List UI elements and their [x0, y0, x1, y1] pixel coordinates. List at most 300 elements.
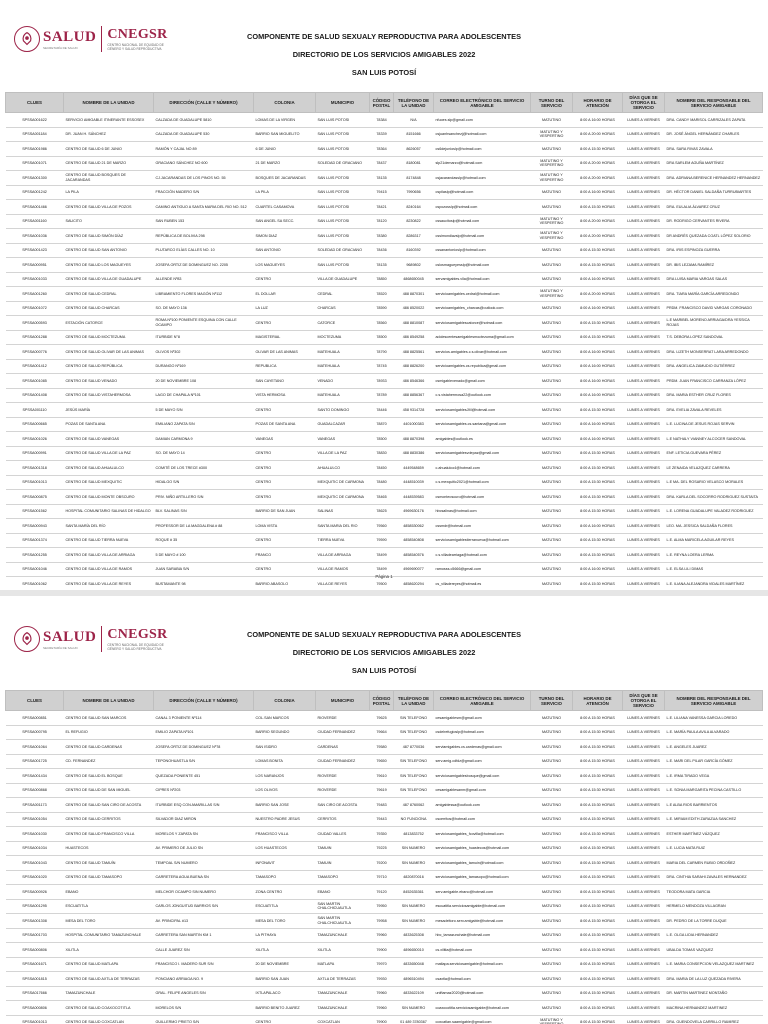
cell-postal-code: 79580: [370, 740, 394, 755]
cell-hours: 8:00 A 16:00 HORAS: [573, 417, 623, 432]
cell-responsible: DRA. CANDY MARISOL CARRIZALES ZAPATA: [665, 113, 763, 128]
cell-shift: MATUTINO: [531, 475, 573, 490]
cell-clues: SPSSA001288: [6, 330, 64, 345]
cell-colonia: BARRIO SAN MIGUELITO: [254, 127, 316, 142]
cell-hours: 8:00 A 20:00 HORAS: [573, 214, 623, 229]
cell-responsible: L.E MA. DEL ROSARIO VELASCO MORALES: [665, 475, 763, 490]
cell-postal-code: 78421: [370, 200, 394, 215]
cell-email: ramosss.c5666@gmail.com: [434, 562, 531, 577]
column-header-colonia: COLONIA: [254, 691, 316, 711]
cell-shift: MATUTINO: [531, 200, 573, 215]
cell-municipality: CERRITOS: [316, 812, 370, 827]
document-title: COMPONENTE DE SALUD SEXUALY REPRODUCTIVA PARA ADOLESCENTES: [246, 32, 522, 41]
table-row: [6, 812, 763, 827]
cell-hours: 8:00 A 15:30 HORAS: [573, 548, 623, 563]
cell-municipality: SAN MARTIN CHALCHICUAUTLA: [316, 914, 370, 929]
cell-postal-code: 79930: [370, 972, 394, 987]
cell-shift: MATUTINO: [531, 986, 573, 1001]
cell-municipality: SOLEDAD DE GRACIANO: [316, 243, 370, 258]
cell-colonia: CENTRO: [254, 1015, 316, 1024]
cell-clues: SPSSA001160: [6, 214, 64, 229]
cell-unit-name: SERVICIO AMIGABLE ITINERANTE ESSOSEX: [64, 113, 154, 128]
cell-phone: SIN NUMERO: [394, 899, 434, 914]
table-row: [6, 943, 763, 958]
cell-hours: 8:00 A 15:30 HORAS: [573, 783, 623, 798]
cell-shift: MATUTINO: [531, 374, 573, 389]
cell-postal-code: 79225: [370, 841, 394, 856]
cell-unit-name: HOSPITAL COMUNITARIO TAMAZUNCHALE: [64, 928, 154, 943]
cell-address: EMILIO ZAPATA Nº101: [154, 725, 254, 740]
cell-address: FRACCIÓN MADERO S/N: [154, 185, 254, 200]
cell-shift: MATUTINO: [531, 258, 573, 273]
cell-email: servicioamigables.cedral@hotmail.com: [434, 287, 531, 302]
document-page-2: [0, 596, 768, 1024]
cell-postal-code: 79900: [370, 1015, 394, 1024]
cell-colonia: CENTRO: [254, 446, 316, 461]
cell-unit-name: LA PILA: [64, 185, 154, 200]
cell-postal-code: 79610: [370, 769, 394, 784]
cell-clues: SPSSA001986: [6, 142, 64, 157]
cell-postal-code: 78380: [370, 229, 394, 244]
cell-clues: SPSSA000951: [6, 258, 64, 273]
table-row: [6, 461, 763, 476]
cell-clues: SPSSA000776: [6, 345, 64, 360]
cell-hours: 8:00 A 15:30 HORAS: [573, 1015, 623, 1024]
cell-postal-code: 78135: [370, 258, 394, 273]
cell-unit-name: CENTRO DE SALUD TAMASOPO: [64, 870, 154, 885]
cnegsr-logo-subtitle: CENTRO NACIONAL DE EQUIDAD DE GÉNERO Y SALUD REPRODUCTIVA: [107, 643, 164, 651]
salud-logo-subtitle: SECRETARÍA DE SALUD: [43, 45, 78, 50]
cell-responsible: L.E. LUCINA DE JESUS ROJAS SERVIN: [665, 417, 763, 432]
cell-hours: 8:00 A 15:30 HORAS: [573, 490, 623, 505]
cell-shift: MATUTINO Y VESPERTINO: [531, 127, 573, 142]
cnegsr-logo-text: CNEGSR: [107, 27, 168, 42]
table-row: [6, 214, 763, 229]
document-title: COMPONENTE DE SALUD SEXUALY REPRODUCTIVA PARA ADOLESCENTES: [246, 630, 522, 639]
cell-shift: MATUTINO Y VESPERTINO: [531, 156, 573, 171]
cell-unit-name: CENTRO DE SALUD CARDENAS: [64, 740, 154, 755]
cell-email: adolescentesamigablesmoctezuma@gmail.com: [434, 330, 531, 345]
cell-responsible: MACRINA HERNANDEZ MARTINEZ: [665, 1001, 763, 1016]
cell-municipality: SAN MARTIN CHALCHICUAUTLA: [316, 899, 370, 914]
table-row: [6, 388, 763, 403]
cell-shift: MATUTINO: [531, 243, 573, 258]
column-header-days: DÍAS QUE SE OTORGA EL SERVICIO: [623, 691, 665, 711]
cell-days: LUNES A VIERNES: [623, 899, 665, 914]
cell-colonia: LA LUZ: [254, 301, 316, 316]
cell-days: LUNES A VIERNES: [623, 943, 665, 958]
cell-unit-name: CENTRO DE SALUD MOCTEZUMA: [64, 330, 154, 345]
cell-address: PROFESSOR DE LA MAGDALENA # 88: [154, 519, 254, 534]
cell-days: LUNES A VIERNES: [623, 957, 665, 972]
cell-email: serviciosamigables_fcovilla@hotmail.com: [434, 827, 531, 842]
cell-municipality: TIERRA NUEVA: [316, 533, 370, 548]
cell-municipality: CIUDAD FERNANDEZ: [316, 754, 370, 769]
cell-postal-code: 78850: [370, 272, 394, 287]
cell-days: LUNES A VIERNES: [623, 533, 665, 548]
cell-clues: SPSSA001562: [6, 504, 64, 519]
cell-address: CIPRES Nº203: [154, 783, 254, 798]
cell-days: LUNES A VIERNES: [623, 301, 665, 316]
cell-unit-name: CENTRO DE SALUD AHUALULCO: [64, 461, 154, 476]
cell-phone: SIN NUMERO: [394, 1001, 434, 1016]
cell-municipality: SAN LUIS POTOSI: [316, 113, 370, 128]
cell-email: cs6dejunioslp@hotmail.com: [434, 142, 531, 157]
cell-days: LUNES A VIERNES: [623, 914, 665, 929]
table-row: [6, 490, 763, 505]
cell-colonia: CENTRO: [254, 403, 316, 418]
table-row: [6, 156, 763, 171]
cell-address: QUEZADA PONIENTE 451: [154, 769, 254, 784]
cell-unit-name: EBANO: [64, 885, 154, 900]
column-header-clues: CLUES: [6, 93, 64, 113]
cell-unit-name: CENTRO DE SALUD COXCATLAN: [64, 1015, 154, 1024]
cell-unit-name: CENTRO DE SALUD FRANCISCO VILLA: [64, 827, 154, 842]
cell-shift: MATUTINO: [531, 446, 573, 461]
cell-unit-name: HOSPITAL COMUNITARIO SALINAS DE HIDALGO: [64, 504, 154, 519]
cell-responsible: PRDM. JUAN FRANCISCO CARRANZA LÓPEZ: [665, 374, 763, 389]
cell-colonia: BOSQUES DE JACARANDAS: [254, 171, 316, 186]
cell-postal-code: 79500: [370, 577, 394, 591]
table-row: [6, 769, 763, 784]
cell-unit-name: HUASTECOS: [64, 841, 154, 856]
cell-shift: MATUTINO: [531, 432, 573, 447]
cell-days: LUNES A VIERNES: [623, 359, 665, 374]
cell-address: DAMIAN CARMONA 9: [154, 432, 254, 447]
cell-municipality: MATEHUALA: [316, 359, 370, 374]
cell-phone: 488 8870301: [394, 287, 434, 302]
cell-hours: 8:00 A 15:30 HORAS: [573, 200, 623, 215]
cell-hours: 8:00 A 15:30 HORAS: [573, 914, 623, 929]
cell-municipality: TAMUIN: [316, 856, 370, 871]
cell-shift: MATUTINO: [531, 533, 573, 548]
cell-responsible: L.E. MARÍA PAULA AVILA ALVARADO: [665, 725, 763, 740]
cell-days: LUNES A VIERNES: [623, 243, 665, 258]
table-row: [6, 142, 763, 157]
cell-phone: 488 8826200: [394, 359, 434, 374]
cell-phone: 8174848: [394, 171, 434, 186]
cell-email: slp21demarzo@hotmail.com: [434, 156, 531, 171]
cell-municipality: VILLA DE GUADALUPE: [316, 272, 370, 287]
cell-address: HIDALGO S/N: [154, 475, 254, 490]
cell-hours: 8:00 A 16:00 HORAS: [573, 432, 623, 447]
cell-unit-name: CENTRO DE SALUD OLIVAR DE LAS ANIMAS: [64, 345, 154, 360]
cell-phone: 488 8856367: [394, 388, 434, 403]
cell-hours: 8:00 A 16:00 HORAS: [573, 301, 623, 316]
cell-phone: 01 489 3780367: [394, 1015, 434, 1024]
cell-days: LUNES A VIERNES: [623, 127, 665, 142]
cell-unit-name: CENTRO DE SALUD DE SAN MIGUEL: [64, 783, 154, 798]
cell-shift: MATUTINO: [531, 272, 573, 287]
cell-address: PONCIANO ARRIAGA NO. 9: [154, 972, 254, 987]
cell-days: LUNES A VIERNES: [623, 156, 665, 171]
cell-hours: 8:00 A 15:30 HORAS: [573, 769, 623, 784]
cell-days: LUNES A VIERNES: [623, 461, 665, 476]
cell-responsible: L.E. ALMA MARICELA AGUILAR REYES: [665, 533, 763, 548]
cell-responsible: DRA. MARIA ESTHER CRUZ FLORES: [665, 388, 763, 403]
cell-unit-name: CENTRO DE SALUD VILLA DE GUADALUPE: [64, 272, 154, 287]
cell-unit-name: ESTACIÓN CATORCE: [64, 316, 154, 331]
cell-clues: SPSSA001815: [6, 972, 64, 987]
cell-municipality: SAN LUIS POTOSI: [316, 142, 370, 157]
cell-responsible: DRA. MARIA DE LA LUZ QUEZADA RIVERA: [665, 972, 763, 987]
cell-postal-code: 78465: [370, 490, 394, 505]
cell-clues: SPSSA001703: [6, 928, 64, 943]
cell-address: MORELOS S/N: [154, 1001, 254, 1016]
cell-responsible: LEO. MA. JESSICA SALDAÑA FLORES: [665, 519, 763, 534]
cell-email: cssaucitoslp@hotmail.com: [434, 214, 531, 229]
cell-clues: SPSSA000851: [6, 711, 64, 726]
cell-responsible: T.S. DEBORA LOPEZ SANDOVAL: [665, 330, 763, 345]
cell-shift: MATUTINO: [531, 1001, 573, 1016]
cell-colonia: IXTLAPALACO: [254, 986, 316, 1001]
cell-shift: MATUTINO: [531, 957, 573, 972]
cell-municipality: MEXQUITIC DE CARMONA: [316, 475, 370, 490]
cell-unit-name: CENTRO DE SALUD AXTLA DE TERRAZAS: [64, 972, 154, 987]
cell-postal-code: 78436: [370, 243, 394, 258]
cell-municipality: TAMAZUNCHALE: [316, 928, 370, 943]
cell-responsible: L.E. MIRIAM EDITH ZARAZUA SANCHEZ: [665, 812, 763, 827]
cell-postal-code: 79619: [370, 783, 394, 798]
cell-responsible: DR. IBIS LEZAMA RAMÍREZ: [665, 258, 763, 273]
cell-colonia: VISTA HERMOSA: [254, 388, 316, 403]
cell-phone: 4833650048: [394, 957, 434, 972]
cell-unit-name: CENTRO DE SALUD 21 DE MARZO: [64, 156, 154, 171]
cell-hours: 8:00 A 15:30 HORAS: [573, 461, 623, 476]
cell-email: cssanantonioslp@hotmail.com: [434, 243, 531, 258]
cell-address: AV. PRINCIPAL #13: [154, 914, 254, 929]
cell-phone: 4833622109: [394, 986, 434, 1001]
table-row: [6, 957, 763, 972]
cell-address: PLUTARCO ELÍAS CALLES NO. 10: [154, 243, 254, 258]
cell-phone: 4858540808: [394, 533, 434, 548]
cell-address: DURANGO Nº169: [154, 359, 254, 374]
cell-municipality: MOCTEZUMA: [316, 330, 370, 345]
cell-postal-code: 78500: [370, 432, 394, 447]
cell-hours: 8:00 A 15:30 HORAS: [573, 533, 623, 548]
column-header-hours: HORARIO DE ATENCIÓN: [573, 691, 623, 711]
cell-hours: 8:00 A 16:00 HORAS: [573, 374, 623, 389]
cell-colonia: TAMASOPO: [254, 870, 316, 885]
cell-colonia: SAN ISIDRO: [254, 740, 316, 755]
cell-hours: 8:00 A 15:30 HORAS: [573, 754, 623, 769]
cell-unit-name: EL REFUGIO: [64, 725, 154, 740]
cell-clues: SPSSA001071: [6, 156, 64, 171]
cell-colonia: SAN ANGEL SA SECC.: [254, 214, 316, 229]
cell-colonia: 20 DE NOVIEMBRE: [254, 957, 316, 972]
cell-unit-name: CENTRO DE SALUD MONTE OBSCURO: [64, 490, 154, 505]
cell-postal-code: 79560: [370, 519, 394, 534]
cell-email: serviamigables.cs.cardenas@gmail.com: [434, 740, 531, 755]
cell-address: GRAL. FELIPE ANGELES S/N: [154, 986, 254, 1001]
cell-colonia: INFONAVIT: [254, 856, 316, 871]
cell-email: escuatitla.serviciosamigable@hotmail.com: [434, 899, 531, 914]
cell-colonia: COL.SAN MARCOS: [254, 711, 316, 726]
cell-colonia: MESA DEL TORO: [254, 914, 316, 929]
cell-phone: 8180081: [394, 156, 434, 171]
cell-responsible: L.E. ELSA LILI DIMAS: [665, 562, 763, 577]
cell-unit-name: CENTRO DE SALUD 6 DE JUNIO: [64, 142, 154, 157]
cell-email: cs.xilitla@hotmail.com: [434, 943, 531, 958]
cell-unit-name: CENTRO DE SALUD LOS MAGUEYES: [64, 258, 154, 273]
cell-phone: SIN TELEFONO: [394, 754, 434, 769]
table-header-row: [6, 691, 763, 711]
cell-municipality: SANTA MARIA DEL RIO: [316, 519, 370, 534]
cell-colonia: BARRIO SEGUNDO: [254, 725, 316, 740]
cell-phone: 488 8870398: [394, 432, 434, 447]
column-header-municipality: MUNICIPIO: [316, 691, 370, 711]
cell-colonia: SIMON DIAZ: [254, 229, 316, 244]
cell-email: servicioamigables_charcas@outlook.com: [434, 301, 531, 316]
cell-email: cscerritos@hotmail.com: [434, 812, 531, 827]
cell-clues: SPSSA000795: [6, 725, 64, 740]
cell-address: REPÚBLICA DE BOLIVIA 298: [154, 229, 254, 244]
cell-colonia: BARRIO BENITO JUAREZ: [254, 1001, 316, 1016]
column-header-clues: CLUES: [6, 691, 64, 711]
cell-colonia: BARRIO SAN JOSE: [254, 798, 316, 813]
table-row: [6, 928, 763, 943]
cell-phone: 486 8546366: [394, 374, 434, 389]
cell-days: LUNES A VIERNES: [623, 769, 665, 784]
cell-hours: 8:00 A 15:30 HORAS: [573, 725, 623, 740]
cell-responsible: DRA. ADRIANA BERENICE HERNANDEZ HERNANDEZ: [665, 171, 763, 186]
cell-responsible: L.E. LILIANA VANESSA GARCIA LOREDO: [665, 711, 763, 726]
cell-address: ITURBIDE ESQ CON AMARILLAS S/N: [154, 798, 254, 813]
cell-postal-code: 79590: [370, 533, 394, 548]
cell-unit-name: MESA DEL TORO: [64, 914, 154, 929]
cell-postal-code: 79625: [370, 711, 394, 726]
cell-municipality: SALINAS: [316, 504, 370, 519]
state-title: SAN LUIS POTOSÍ: [351, 68, 417, 77]
cell-days: LUNES A VIERNES: [623, 446, 665, 461]
cell-address: COMITÉ DE LOS TRECE #300: [154, 461, 254, 476]
cell-shift: MATUTINO: [531, 812, 573, 827]
cell-clues: SPSSA001085: [6, 374, 64, 389]
cell-clues: SPSSA001026: [6, 432, 64, 447]
cell-phone: 4813833752: [394, 827, 434, 842]
cell-hours: 8:00 A 15:30 HORAS: [573, 856, 623, 871]
cell-phone: 4868650045: [394, 272, 434, 287]
cell-responsible: L.E. SONIA MARGARITA PECINA CASTILLO: [665, 783, 763, 798]
cell-shift: MATUTINO: [531, 504, 573, 519]
cell-phone: 4858530062: [394, 519, 434, 534]
cell-clues: SPSSA001308: [6, 914, 64, 929]
cell-unit-name: CENTRO DE SALUD VISTAHERMOSA: [64, 388, 154, 403]
cell-clues: SPSSA001110: [6, 403, 64, 418]
cell-clues: SPSSA001013: [6, 475, 64, 490]
cell-email: cssmdr@hotmail.com: [434, 519, 531, 534]
cell-responsible: PRDM. FRANCISCO DAVID VARGAS CORONADO: [665, 301, 763, 316]
cell-colonia: ZONA CENTRO: [254, 885, 316, 900]
cell-email: serviciosamigables_tamasopo@hotmail.com: [434, 870, 531, 885]
cell-colonia: 21 DE MARZO: [254, 156, 316, 171]
cell-municipality: CARDENAS: [316, 740, 370, 755]
cell-unit-name: DR. JUAN H. SÁNCHEZ: [64, 127, 154, 142]
cell-phone: 487 8760062: [394, 798, 434, 813]
cell-hours: 8:00 A 15:30 HORAS: [573, 827, 623, 842]
table-row: [6, 740, 763, 755]
cell-clues: SPSSA000806: [6, 1001, 64, 1016]
cell-unit-name: CENTRO DE SALUD SIMÓN DÍAZ: [64, 229, 154, 244]
cell-email: servicios.amigables.c.s.olivar@hotmail.com: [434, 345, 531, 360]
cell-email: cslosmagueyesslp@hotmail.com: [434, 258, 531, 273]
cell-hours: 8:00 A 15:30 HORAS: [573, 740, 623, 755]
column-header-phone: TELÉFONO DE LA UNIDAD: [394, 93, 434, 113]
cell-municipality: RIOVERDE: [316, 711, 370, 726]
cell-phone: 488 8810087: [394, 316, 434, 331]
cell-email: cesamigablesm@gmail.com: [434, 711, 531, 726]
cell-colonia: BARRIO ABASOLO: [254, 577, 316, 591]
table-row: [6, 200, 763, 215]
cell-responsible: L.E. REYNA LOERA LERMA: [665, 548, 763, 563]
cell-postal-code: 78339: [370, 127, 394, 142]
cell-shift: MATUTINO Y VESPERTINO: [531, 229, 573, 244]
cell-email: nfuoes.slp@gmail.com: [434, 113, 531, 128]
cell-days: LUNES A VIERNES: [623, 258, 665, 273]
cell-days: LUNES A VIERNES: [623, 171, 665, 186]
table-row: [6, 127, 763, 142]
cell-responsible: L.E. ANGELES JUAREZ: [665, 740, 763, 755]
cell-colonia: BARRIO DE SAN JUAN: [254, 504, 316, 519]
cell-shift: MATUTINO: [531, 740, 573, 755]
cell-days: LUNES A VIERNES: [623, 856, 665, 871]
cell-clues: SPSSA001622: [6, 113, 64, 128]
cell-colonia: LOS NARANJOS: [254, 769, 316, 784]
cell-days: LUNES A VIERNES: [623, 345, 665, 360]
cell-hours: 8:00 A 15:30 HORAS: [573, 943, 623, 958]
cell-email: coxcatlan.saamigable@gmail.com: [434, 1015, 531, 1024]
cell-municipality: SANTO DOMINGO: [316, 403, 370, 418]
table-row: [6, 914, 763, 929]
cell-clues: SPSSA001318: [6, 461, 64, 476]
cell-shift: MATUTINO: [531, 548, 573, 563]
cell-clues: SPSSA001295: [6, 899, 64, 914]
cell-postal-code: 78446: [370, 403, 394, 418]
column-header-unit-name: NOMBRE DE LA UNIDAD: [64, 93, 154, 113]
cell-clues: SPSSA000868: [6, 783, 64, 798]
cell-postal-code: 78500: [370, 330, 394, 345]
cell-postal-code: 78590: [370, 301, 394, 316]
table-row: [6, 548, 763, 563]
cell-phone: SIN NUMERO: [394, 856, 434, 871]
cell-address: BUSTAMANTE 98: [154, 577, 254, 591]
cell-responsible: ESTHER MARTÍNEZ VÁZQUEZ: [665, 827, 763, 842]
cell-responsible: UBALDA TOMAS VAZQUEZ: [665, 943, 763, 958]
cell-responsible: L.E. LORENA GUADALUPE VALADEZ RODRIGUEZ: [665, 504, 763, 519]
cell-shift: MATUTINO Y VESPERTINO: [531, 287, 573, 302]
cell-address: RAMÓN Y CAJAL NO 89: [154, 142, 254, 157]
cell-postal-code: 78625: [370, 504, 394, 519]
cell-clues: SPSSA001046: [6, 562, 64, 577]
column-header-postal-code: CÓDIGO POSTAL: [370, 93, 394, 113]
column-header-hours: HORARIO DE ATENCIÓN: [573, 93, 623, 113]
cell-municipality: RIOVERDE: [316, 783, 370, 798]
directory-table: [5, 92, 763, 590]
cell-postal-code: 78870: [370, 417, 394, 432]
cell-days: LUNES A VIERNES: [623, 812, 665, 827]
cell-shift: MATUTINO: [531, 754, 573, 769]
cell-days: LUNES A VIERNES: [623, 928, 665, 943]
cell-phone: 8286317: [394, 229, 434, 244]
cell-hours: 8:00 A 15:30 HORAS: [573, 986, 623, 1001]
cell-address: LAGO DE CHAPALA Nº101: [154, 388, 254, 403]
cell-unit-name: CENTRO DE SALUD VENADO: [64, 374, 154, 389]
cell-unit-name: CENTRO DE SALUD CEDRAL: [64, 287, 154, 302]
cell-shift: MATUTINO: [531, 142, 573, 157]
cell-address: AV. PRIMERO DE JULIO SN: [154, 841, 254, 856]
cell-email: serviciosamigables_tamuin@hotmail.com: [434, 856, 531, 871]
cell-postal-code: 78789: [370, 388, 394, 403]
